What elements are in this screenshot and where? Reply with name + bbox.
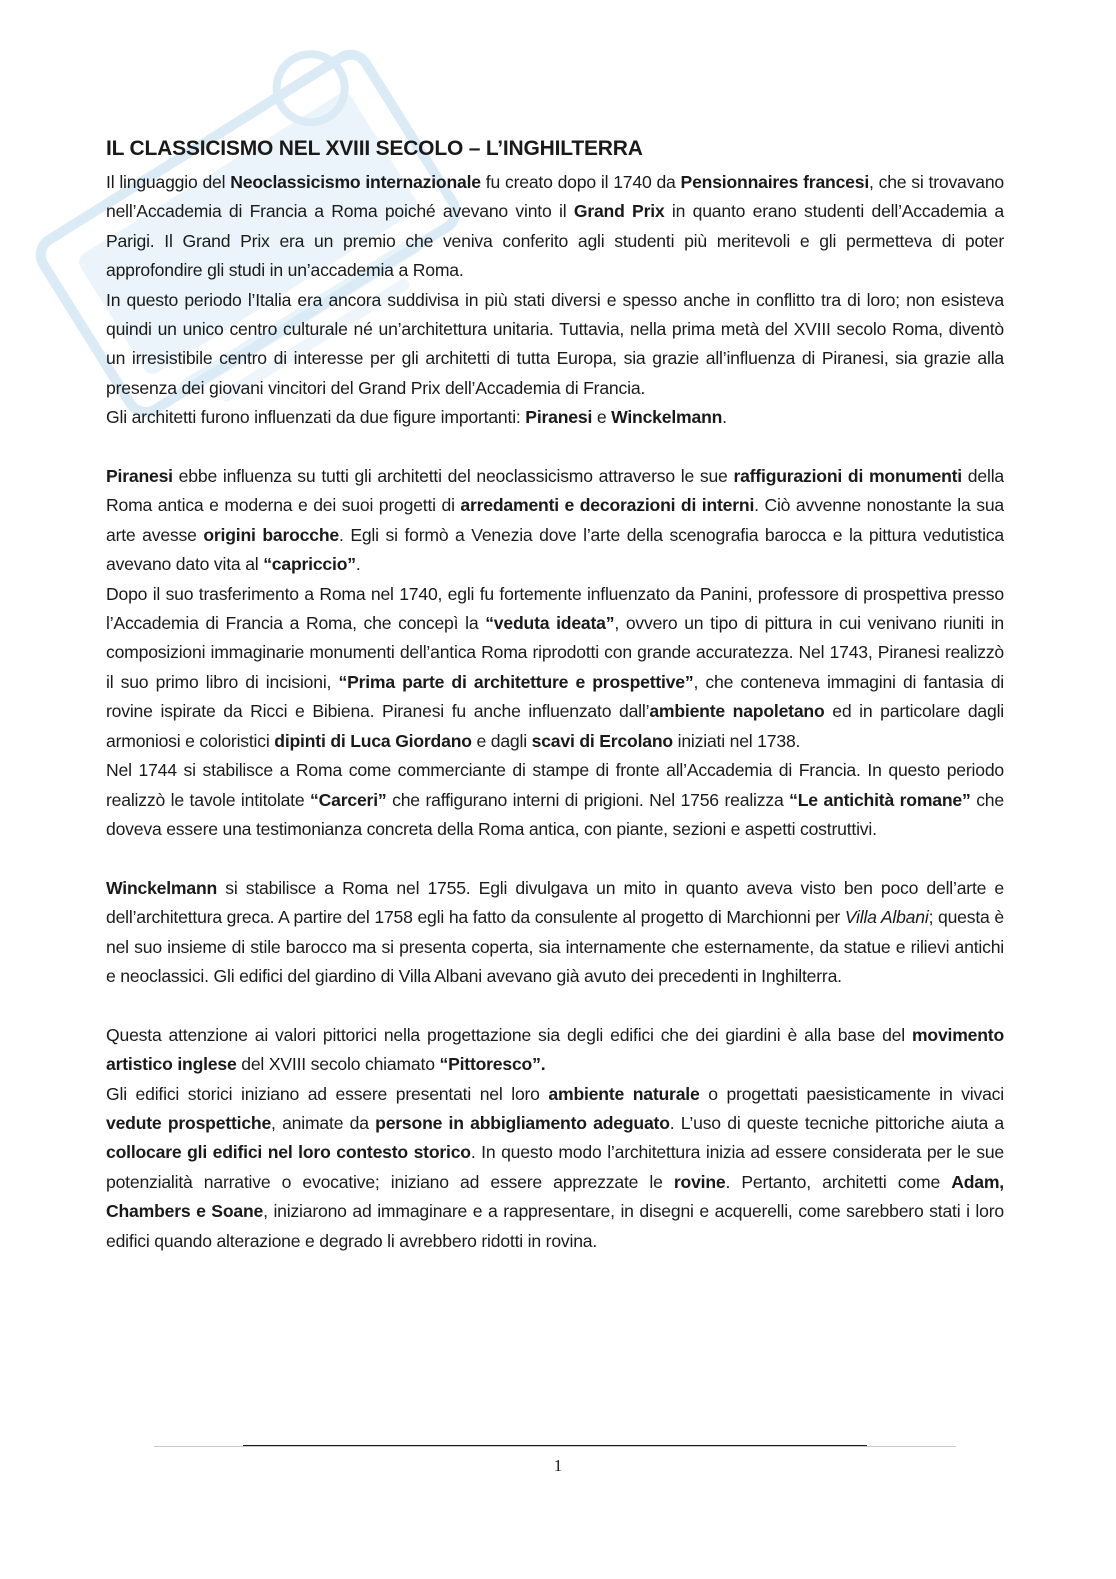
text-run: , ovvero un tipo di pittura in cui venivano riuniti in composizioni immaginarie monumenti dell’antica Roma riprodotti con grande accuratezza. Nel 1743, Piranesi realizzò il suo primo libro di incisioni, — [106, 613, 1004, 692]
text-run: che raffigurano interni di prigioni. Nel 1756 realizza — [386, 789, 790, 810]
text-run: in quanto erano studenti dell’Accademia a Parigi. Il Grand Prix era un premio che veniva conferito agli studenti più meritevoli e gli permetteva di poter approfondire gli studi in un’accademia a Roma. — [106, 201, 1005, 281]
text-run: In questo periodo l’Italia era ancora suddivisa in più stati diversi e spesso anche in conflitto tra di loro; non esisteva quindi un unico centro culturale né un’architettura unitaria. Tuttavia, nella prima metà del XVIII secolo Roma, diventò un irresistibile centro di interesse per gli architetti di tutta Europa, sia grazie all’influenza di Piranesi, sia grazie alla presenza dei giovani vincitori del Grand Prix dell’Accademia di Francia. — [106, 289, 1004, 398]
bold-text: “Pittoresco”. — [439, 1054, 546, 1075]
text-run: Gli architetti furono influenzati da due figure importanti: — [106, 407, 526, 428]
bold-text: persone in abbigliamento adeguato — [375, 1112, 670, 1133]
paragraph — [106, 756, 1004, 844]
document-body — [106, 134, 1004, 1256]
text-run: del XVIII secolo chiamato — [236, 1054, 440, 1075]
bold-text: Winckelmann — [611, 407, 723, 428]
paragraph — [106, 403, 1004, 432]
paragraph — [106, 1080, 1004, 1256]
paragraph — [106, 874, 1004, 992]
bold-text: “Le antichità romane” — [789, 789, 971, 810]
text-run: Questa attenzione ai valori pittorici nella progettazione sia degli edifici che dei giardini è alla base del — [106, 1024, 912, 1045]
bold-text: scavi di Ercolano — [531, 730, 673, 751]
text-run: si stabilisce a Roma nel 1755. Egli divulgava un mito in quanto aveva visto ben poco dell’arte e dell’architettura greca. A partire del 1758 egli ha fatto da consulente al progetto di Marchionni per — [106, 877, 1004, 928]
text-run: , che si trovavano nell’Accademia di Francia a Roma poiché avevano vinto il — [106, 172, 1004, 222]
bold-text: Grand Prix — [573, 201, 665, 222]
bold-text: “Carceri” — [310, 789, 387, 810]
bold-text: “veduta ideata” — [485, 613, 615, 634]
text-run: Il linguaggio del — [106, 172, 231, 192]
bold-text: vedute prospettiche — [106, 1112, 272, 1133]
text-run: . In questo modo l’architettura inizia ad essere considerata per le sue potenzialità narrative o evocative; iniziano ad essere apprezzate le — [106, 1142, 1004, 1192]
bold-text: collocare gli edifici nel loro contesto storico — [106, 1142, 471, 1163]
footer-divider — [154, 1446, 956, 1447]
paragraph — [106, 168, 1004, 286]
text-run: e — [592, 407, 612, 428]
bold-text: Neoclassicismo internazionale — [230, 172, 481, 192]
paragraph-gap — [106, 991, 1004, 1020]
bold-text: ambiente naturale — [548, 1083, 700, 1104]
text-run: fu creato dopo il 1740 da — [480, 172, 681, 192]
bold-text: arredamenti e decorazioni di interni — [460, 495, 755, 516]
bold-text: rovine — [673, 1171, 726, 1192]
paragraph — [106, 286, 1004, 404]
document-title: IL CLASSICISMO NEL XVIII SECOLO – L’INGHILTERRA — [106, 137, 643, 160]
italic-text: Villa Albani — [844, 907, 929, 928]
paragraph-container — [106, 168, 1004, 1256]
text-run: . — [355, 554, 361, 575]
paragraph — [106, 462, 1004, 580]
bold-text: movimento artistico inglese — [106, 1024, 1004, 1075]
text-run: e dagli — [471, 730, 532, 751]
bold-text: “capriccio” — [263, 554, 356, 575]
bold-text: ambiente napoletano — [649, 701, 825, 722]
text-run: ebbe influenza su tutti gli architetti del neoclassicismo attraverso le sue — [172, 466, 734, 487]
text-run: . Egli si formò a Venezia dove l’arte della scenografia barocca e la pittura vedutistica avevano dato vita al — [106, 524, 1004, 575]
text-run: ; questa è nel suo insieme di stile barocco ma si presenta coperta, sia internamente che esternamente, da statue e rilievi antichi e neoclassici. Gli edifici del giardino di Villa Albani avevano già avuto dei precedenti in Inghilterra. — [106, 907, 1004, 986]
text-run: o progettati paesisticamente in vivaci — [699, 1083, 1004, 1104]
text-run: della Roma antica e moderna e dei suoi progetti di — [106, 466, 1004, 516]
paragraph-gap — [106, 433, 1004, 462]
bold-text: Winckelmann — [106, 877, 218, 898]
paragraph — [106, 580, 1004, 756]
bold-text: Adam, Chambers e Soane — [106, 1171, 1004, 1222]
bold-text: Pensionnaires francesi — [680, 172, 870, 192]
bold-text: Piranesi — [106, 466, 173, 487]
text-run: iniziati nel 1738. — [672, 730, 801, 751]
text-run: . Pertanto, architetti come — [725, 1171, 952, 1192]
text-run: , iniziarono ad immaginare e a rappresentare, in disegni e acquerelli, come sarebbero stati i loro edifici quando alterazione e degrado li avrebbero ridotti in rovina. — [106, 1201, 1004, 1251]
paragraph — [106, 1021, 1004, 1080]
footer-divider-dark — [243, 1445, 867, 1446]
bold-text: “Prima parte di architetture e prospettive” — [338, 671, 694, 692]
text-run: Dopo il suo trasferimento a Roma nel 1740, egli fu fortemente influenzato da Panini, professore di prospettiva presso l’Accademia di Francia a Roma, che concepì la — [106, 583, 1004, 634]
text-run: . L’uso di queste tecniche pittoriche aiuta a — [669, 1112, 1004, 1133]
bold-text: raffigurazioni di monumenti — [733, 466, 962, 487]
page-number: 1 — [553, 1456, 563, 1475]
text-run: , animate da — [271, 1112, 376, 1133]
text-run: . Ciò avvenne nonostante la sua arte avesse — [106, 495, 1004, 545]
text-run: ed in particolare dagli armoniosi e coloristici — [106, 701, 1004, 751]
bold-text: dipinti di Luca Giordano — [274, 730, 472, 751]
bold-text: origini barocche — [203, 524, 339, 545]
bold-text: Piranesi — [525, 407, 593, 428]
text-run: che doveva essere una testimonianza concreta della Roma antica, con piante, sezioni e aspetti costruttivi. — [106, 789, 1004, 839]
text-run: Nel 1744 si stabilisce a Roma come commerciante di stampe di fronte all’Accademia di Francia. In questo periodo realizzò le tavole intitolate — [106, 760, 1004, 810]
text-run: . — [722, 407, 727, 428]
text-run: , che conteneva immagini di fantasia di rovine ispirate da Ricci e Bibiena. Piranesi fu anche influenzato dall’ — [106, 671, 1004, 722]
text-run: Gli edifici storici iniziano ad essere presentati nel loro — [106, 1083, 549, 1104]
paragraph-gap — [106, 844, 1004, 873]
